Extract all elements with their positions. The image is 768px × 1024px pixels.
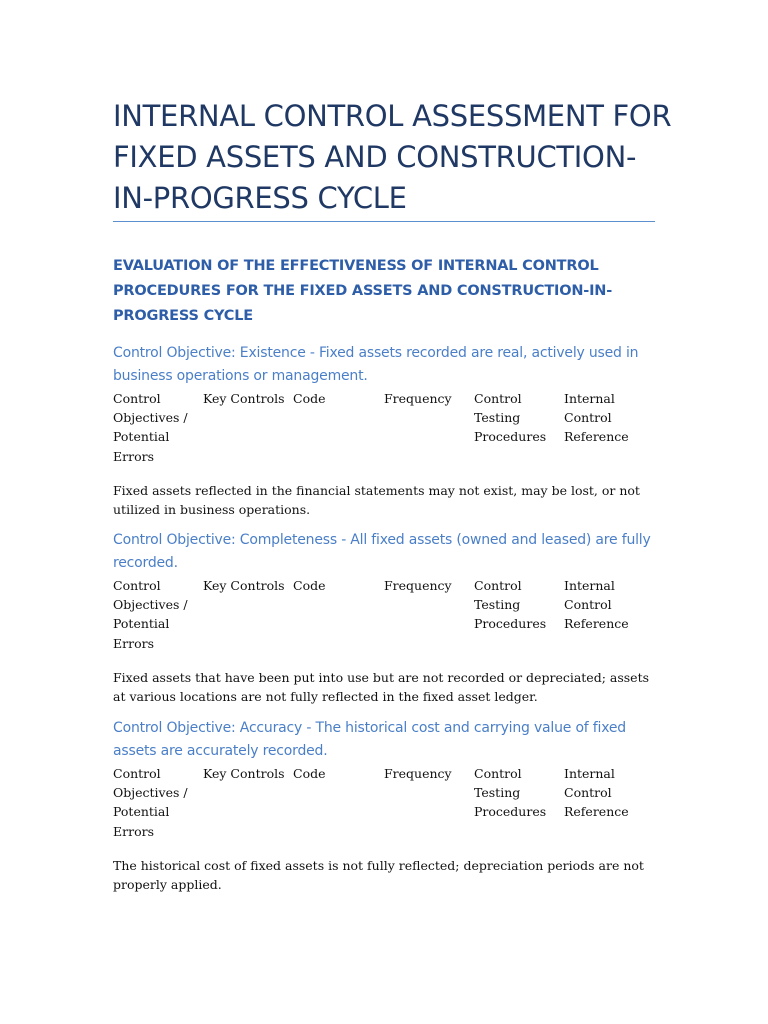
column-testing-procedures: Control Testing Procedures — [474, 766, 547, 820]
column-frequency: Frequency — [384, 578, 452, 593]
potential-error-text: Fixed assets reflected in the financial statements may not exist, may be lost, or not utilized in business operations. — [113, 483, 640, 518]
control-section-existence — [113, 342, 658, 519]
column-internal-control-reference: Internal Control Reference — [564, 766, 629, 820]
column-code: Code — [293, 766, 326, 781]
column-internal-control-reference: Internal Control Reference — [564, 391, 629, 445]
column-key-controls: Key Controls — [203, 766, 285, 781]
document-title: INTERNAL CONTROL ASSESSMENT FOR FIXED ASSETS AND CONSTRUCTION-IN-PROGRESS CYCLE — [113, 99, 672, 215]
document-subtitle: EVALUATION OF THE EFFECTIVENESS OF INTERNAL CONTROL PROCEDURES FOR THE FIXED ASSETS AND CONSTRUCTION-IN-PROGRESS CYCLE — [113, 258, 613, 324]
control-objective-heading: Control Objective: Completeness - All fixed assets (owned and leased) are fully recorded. — [113, 532, 651, 571]
column-header-row — [113, 389, 658, 469]
title-divider — [113, 221, 655, 222]
control-section-completeness — [113, 529, 658, 706]
potential-error-text: Fixed assets that have been put into use but are not recorded or depreciated; assets at various locations are not fully reflected in the fixed asset ledger. — [113, 670, 650, 705]
column-header-row — [113, 576, 658, 656]
potential-error-text: The historical cost of fixed assets is not fully reflected; depreciation periods are not properly applied. — [113, 858, 644, 893]
column-frequency: Frequency — [384, 391, 452, 406]
column-control-objectives: Control Objectives / Potential Errors — [113, 391, 188, 464]
column-header-row — [113, 764, 658, 844]
column-frequency: Frequency — [384, 766, 452, 781]
control-section-accuracy — [113, 717, 658, 894]
column-code: Code — [293, 391, 326, 406]
column-testing-procedures: Control Testing Procedures — [474, 391, 547, 445]
column-internal-control-reference: Internal Control Reference — [564, 578, 629, 632]
column-control-objectives: Control Objectives / Potential Errors — [113, 766, 188, 839]
column-code: Code — [293, 578, 326, 593]
column-testing-procedures: Control Testing Procedures — [474, 578, 547, 632]
control-objective-heading: Control Objective: Accuracy - The historical cost and carrying value of fixed assets are accurately recorded. — [113, 720, 626, 759]
column-control-objectives: Control Objectives / Potential Errors — [113, 578, 188, 651]
control-objective-heading: Control Objective: Existence - Fixed assets recorded are real, actively used in business operations or management. — [113, 345, 639, 384]
column-key-controls: Key Controls — [203, 578, 285, 593]
column-key-controls: Key Controls — [203, 391, 285, 406]
